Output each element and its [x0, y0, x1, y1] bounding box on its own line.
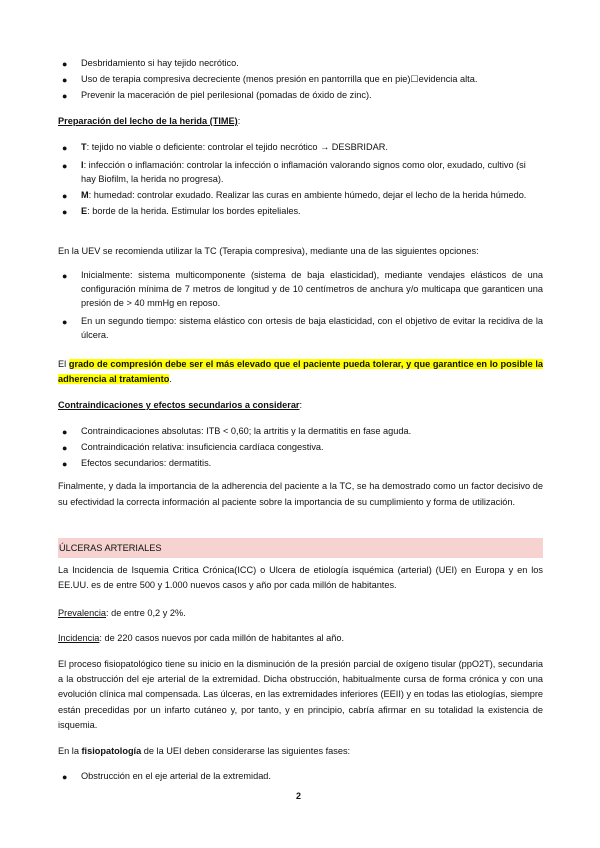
- list-item: ● Obstrucción en el eje arterial de la extremidad.: [62, 771, 271, 782]
- time-list: [58, 140, 543, 218]
- time-heading: Preparación del lecho de la herida (TIME):: [58, 116, 241, 126]
- section-title: ÚLCERAS ARTERIALES: [59, 543, 162, 553]
- bullet-icon: ●: [62, 317, 68, 327]
- adherence-paragraph: Finalmente, y dada la importancia de la adherencia del paciente a la TC, se ha demostrado como un factor decisivo de su efectividad la correcta información al paciente sobre la importancia de su cumplimiento y forma de utilización.: [58, 481, 543, 507]
- list-item: ● Contraindicaciones absolutas: ITB < 0,60; la artritis y la dermatitis en fase aguda.: [62, 426, 412, 437]
- bullet-icon: ●: [62, 143, 68, 153]
- care-list: [58, 56, 543, 104]
- incidence-line: Incidencia: de 220 casos nuevos por cada millón de habitantes al año.: [58, 633, 345, 643]
- list-item: ● E: borde de la herida. Estimular los bordes epiteliales.: [62, 206, 301, 217]
- list-item: ● En un segundo tiempo: sistema elástico con ortesis de baja elasticidad, con el objetivo de evitar la recidiva de la úlcera.: [62, 316, 543, 340]
- bullet-icon: ●: [62, 271, 68, 281]
- bullet-icon: ●: [62, 427, 68, 437]
- bullet-icon: ●: [62, 59, 68, 69]
- list-item: ● Prevenir la maceración de piel perilesional (pomadas de óxido de zinc).: [62, 90, 372, 101]
- uev-intro: En la UEV se recomienda utilizar la TC (Terapia compresiva), mediante una de las siguientes opciones:: [58, 246, 479, 256]
- list-item: ● Uso de terapia compresiva decreciente (menos presión en pantorrilla que en pie)☐evidencia alta.: [62, 74, 478, 85]
- list-item: ● T: tejido no viable o deficiente: controlar el tejido necrótico → DESBRIDAR.: [62, 142, 388, 153]
- phases-list: [58, 769, 543, 783]
- pathophysiology-paragraph: El proceso fisiopatológico tiene su inicio en la disminución de la presión parcial de oxígeno tisular (ppO2T), secundaria a la obstrucción del eje arterial de la extremidad. Dicha obstrucción, habitualmente cursa de forma crónica y con una evolución clínica mal compensada. Las úlceras, en las extremidades inferiores (EEII) y en todas las etiologías, siempre están precedidas por un infarto cutáneo y, por tanto, y en principio, cabría afirmar en su totalidad la existencia de isquemia.: [58, 659, 543, 730]
- highlighted-text: grado de compresión debe ser el más elevado que el paciente pueda tolerar, y que garantice en lo posible la adherencia al tratamiento: [58, 359, 543, 384]
- bullet-icon: ●: [62, 191, 68, 201]
- compression-paragraph: El grado de compresión debe ser el más elevado que el paciente pueda tolerar, y que garantice en lo posible la adherencia al tratamiento.: [58, 359, 543, 384]
- list-item: ● M: humedad: controlar exudado. Realizar las curas en ambiente húmedo, dejar el lecho de la herida húmedo.: [62, 190, 527, 201]
- list-item: ● Contraindicación relativa: insuficiencia cardíaca congestiva.: [62, 442, 324, 453]
- uev-options-list: [58, 268, 543, 342]
- page-number: 2: [296, 791, 302, 801]
- bullet-icon: ●: [62, 75, 68, 85]
- arterial-intro-paragraph: La Incidencia de Isquemia Critica Crónica(ICC) o Ulcera de etiología isquémica (arterial) (UEI) en Europa y en los EE.UU. es de entre 500 y 1.000 nuevos casos y año por cada millón de habitantes.: [58, 565, 543, 590]
- prevalence-line: Prevalencia: de entre 0,2 y 2%.: [58, 608, 186, 618]
- contraindications-list: [58, 424, 543, 472]
- bullet-icon: ●: [62, 91, 68, 101]
- list-item: ● Inicialmente: sistema multicomponente (sistema de baja elasticidad), mediante vendajes elásticos de una configuración mínima de 7 metros de longitud y de 10 centímetros de anchura y/o multicapa que garanticen una presión de > 40 mmHg en reposo.: [62, 270, 543, 308]
- list-item: ● Desbridamiento si hay tejido necrótico.: [62, 58, 239, 69]
- bullet-icon: ●: [62, 161, 68, 171]
- section-header-ulceras-arteriales: [58, 538, 543, 558]
- bullet-icon: ●: [62, 772, 68, 782]
- phases-intro: En la fisiopatología de la UEI deben considerarse las siguientes fases:: [58, 746, 351, 756]
- list-item: ● I: infección o inflamación: controlar la infección o inflamación valorando signos como olor, exudado, cultivo (si hay Biofilm, la herida no progresa).: [62, 160, 526, 184]
- bullet-icon: ●: [62, 207, 68, 217]
- list-item: ● Efectos secundarios: dermatitis.: [62, 458, 212, 469]
- contraindications-heading: Contraindicaciones y efectos secundarios a considerar:: [58, 400, 303, 410]
- bullet-icon: ●: [62, 443, 68, 453]
- bullet-icon: ●: [62, 459, 68, 469]
